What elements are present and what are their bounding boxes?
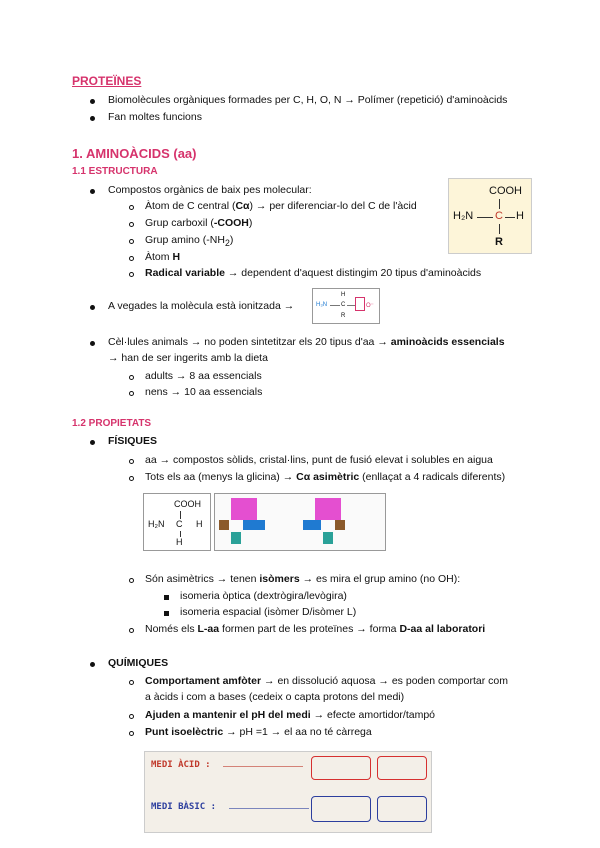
propietats-fisiques: FÍSIQUES xyxy=(108,435,158,447)
asym-c: C xyxy=(176,519,183,529)
sub-bullet xyxy=(129,391,134,396)
sub-bullet xyxy=(129,628,134,633)
proteines-bullet-1: Biomolècules orgàniques formades per C, H, O, N → Polímer (repetició) d'aminoàcids xyxy=(108,94,508,106)
sub-bullet xyxy=(129,714,134,719)
essencials-nens: nens → 10 aa essencials xyxy=(145,386,263,398)
isomeria-espacial: isomeria espacial (isòmer D/isòmer L) xyxy=(180,606,357,618)
fisiques-item-1: aa → compostos sòlids, cristal·lins, punt de fusió elevat i solubles en aigua xyxy=(145,454,493,466)
estructura-item-carbon: Àtom de C central (Cα) → per diferenciar-lo del C de l'àcid xyxy=(145,200,417,212)
isomer-right-brown-box xyxy=(335,520,345,530)
medi-acid-label: MEDI ÀCID : xyxy=(151,760,211,770)
quimiques-item-3: Punt isoelèctric → pH =1 → el aa no té càrrega xyxy=(145,726,372,738)
isomer-left-blue-box xyxy=(243,520,265,530)
fisiques-item-2: Tots els aa (menys la glicina) → Cα asimètric (enllaçat a 4 radicals diferents) xyxy=(145,471,506,483)
estructura-bullet-ionitzada: A vegades la molècula està ionitzada → xyxy=(108,300,295,312)
ionized-molecule-figure xyxy=(312,288,380,324)
sub-bullet xyxy=(129,239,134,244)
page-title: PROTEÏNES xyxy=(72,74,142,88)
bullet xyxy=(90,440,95,445)
quimiques-item-1-cont: a àcids i com a bases (cedeix o capta protons del medi) xyxy=(145,691,405,703)
estructura-bullet-celules: Cèl·lules animals → no poden sintetitzar els 20 tipus d'aa → aminoàcids essencials xyxy=(108,336,505,348)
essencials-adults: adults → 8 aa essencials xyxy=(145,370,262,382)
asym-cooh: COOH xyxy=(174,499,201,509)
ion-c: C xyxy=(341,302,346,308)
mol-h2n: H₂N xyxy=(453,210,474,222)
subsection-title-propietats: 1.2 PROPIETATS xyxy=(72,418,152,429)
isomer-left-brown-box xyxy=(219,520,229,530)
isomeria-optica: isomeria òptica (dextrògira/levògira) xyxy=(180,590,347,602)
sub-bullet xyxy=(129,578,134,583)
propietats-quimiques: QUÍMIQUES xyxy=(108,657,169,669)
medi-basic-label: MEDI BÀSIC : xyxy=(151,802,217,812)
bullet xyxy=(90,305,95,310)
sub-bullet xyxy=(129,272,134,277)
quimiques-item-2: Ajuden a mantenir el pH del medi → efecte amortidor/tampó xyxy=(145,709,436,721)
bullet xyxy=(90,99,95,104)
isomers-color-figure xyxy=(214,493,386,551)
mol-r: R xyxy=(495,236,503,248)
subsection-title-estructura: 1.1 ESTRUCTURA xyxy=(72,166,158,177)
bullet xyxy=(90,116,95,121)
isomer-left-teal-box xyxy=(231,532,241,544)
sub-bullet xyxy=(129,256,134,261)
estructura-item-hidrogen: Àtom H xyxy=(145,251,181,263)
asym-h: H xyxy=(196,519,203,529)
square-bullet xyxy=(164,611,169,616)
asymmetric-carbon-figure xyxy=(143,493,211,551)
sub-bullet xyxy=(129,476,134,481)
bullet xyxy=(90,189,95,194)
sub-bullet xyxy=(129,375,134,380)
sub-bullet xyxy=(129,222,134,227)
square-bullet xyxy=(164,595,169,600)
estructura-item-radical: Radical variable → dependent d'aquest distingim 20 tipus d'aminoàcids xyxy=(145,267,482,279)
section-title-aminoacids: 1. AMINOÀCIDS (aa) xyxy=(72,146,197,161)
sub-bullet xyxy=(129,680,134,685)
asym-h2n: H₂N xyxy=(148,519,165,529)
asym-r: H xyxy=(176,537,183,547)
bullet xyxy=(90,341,95,346)
bullet xyxy=(90,662,95,667)
fisiques-item-4: Només els L-aa formen part de les proteïnes → forma D-aa al laboratori xyxy=(145,623,486,635)
ion-h: H xyxy=(341,292,346,298)
fisiques-item-3: Són asimètrics → tenen isòmers → es mira el grup amino (no OH): xyxy=(145,573,461,585)
proteines-bullet-2: Fan moltes funcions xyxy=(108,111,202,123)
quimiques-item-1: Comportament amfòter → en dissolució aquosa → es poden comportar com xyxy=(145,675,508,687)
amino-acid-structure-figure xyxy=(448,178,532,254)
mol-c: C xyxy=(495,210,503,222)
estructura-item-amino: Grup amino $(-NH_2)$ xyxy=(145,234,234,249)
estructura-bullet-1: Compostos orgànics de baix pes molecular: xyxy=(108,184,312,196)
estructura-bullet-celules-cont: → han de ser ingerits amb la dieta xyxy=(108,352,268,364)
handwritten-medi-figure xyxy=(144,751,432,833)
ion-o: O⁻ xyxy=(366,303,374,309)
isomer-right-cooh-box xyxy=(315,498,341,520)
ion-r: R xyxy=(341,313,346,319)
isomer-left-cooh-box xyxy=(231,498,257,520)
sub-bullet xyxy=(129,205,134,210)
isomer-right-blue-box xyxy=(303,520,321,530)
estructura-item-carboxil: Grup carboxil (-COOH) xyxy=(145,217,253,229)
isomer-right-teal-box xyxy=(323,532,333,544)
mol-h: H xyxy=(516,210,524,222)
sub-bullet xyxy=(129,731,134,736)
sub-bullet xyxy=(129,459,134,464)
ion-n: H₃N xyxy=(316,302,328,308)
mol-cooh: COOH xyxy=(489,185,522,197)
